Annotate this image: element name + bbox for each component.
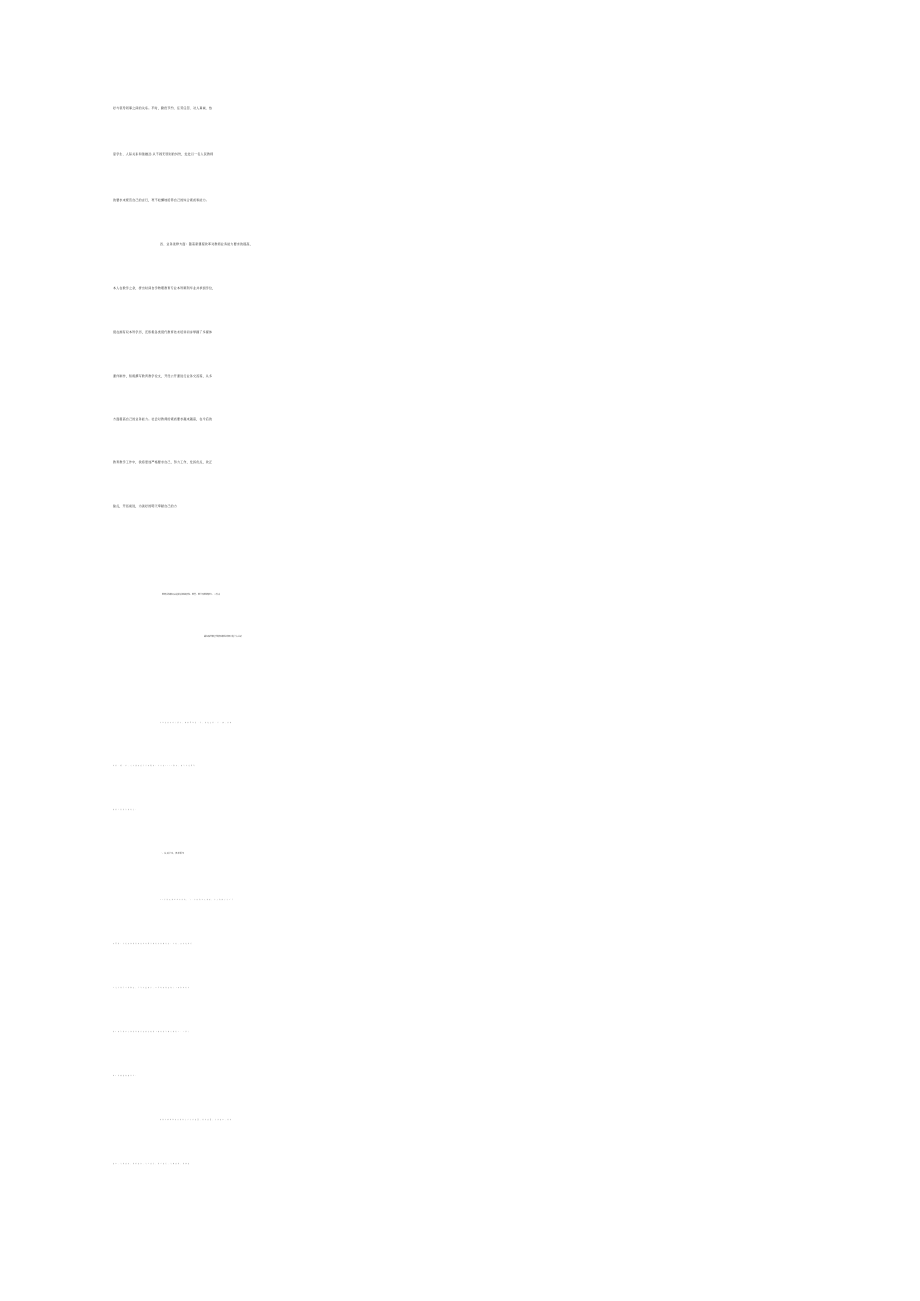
paragraph-line: 好与领导同事之间的关系。平时，勤俭节约、任劳任怨、对人真诚、热 bbox=[113, 106, 213, 110]
paragraph-line: 深知厚德载物以及欲得天下先治其国，欲治其国，先齐其家，欲齐 bbox=[160, 1120, 233, 1121]
paragraph-line: 方面提高自己的业务能力。社会对教师的素质要求越来越高，在今后的 bbox=[113, 417, 213, 421]
paragraph-line: 20年的从教经验告诉我，当一个好的幼儿教师，个人的德行是至关 bbox=[160, 900, 235, 901]
paragraph-line: 规》等精彩视频讲座。 bbox=[113, 1076, 138, 1077]
paragraph-line: 四、业务进修方面：随着新课程改革对教师业务能力要求的提高， bbox=[160, 242, 253, 246]
paragraph-line: 教育教学工作中，我将更加严格要求自己，努力工作，发扬优点，改正 bbox=[113, 460, 213, 464]
paragraph-line: 我的工作作自我鉴定。 bbox=[113, 810, 138, 811]
paragraph-line: 缺点，开拓前进，为美好的明天奉献自己的力 bbox=[113, 504, 178, 508]
paragraph-line: 本人在教学之余，挤出时间自学物理教育专业本科顺利毕业并拿到学位， bbox=[113, 286, 216, 290]
section-heading: 一、认真学习，修德养身 bbox=[160, 853, 185, 855]
paragraph-line: 其家，先修其身，欲修其身，先正其心，欲正其心，先致其知，欲致其 bbox=[113, 1164, 191, 1165]
paragraph-line: 止过自我学习的脚步，今年亦复如是，业余时间我看完了《和谐拯救危 bbox=[113, 988, 191, 989]
paragraph-line: 获的一棵一粒，无不渗透着辛苦和酸甜。为评比****职称，如今在这里对 bbox=[113, 766, 196, 767]
paragraph-line: 重要的。言传身教的作用比任何语言教育来得都直接。为此，从来没有停 bbox=[113, 944, 193, 945]
paragraph-line: 机》和台湾社会教育讲师蔡礼旭老师的《如何落实德行教育》、《弟子 bbox=[113, 1032, 191, 1033]
paragraph-line: 课件制作，积极撰写教育教学论文，开设公开课进行业务交流等，从多 bbox=[113, 374, 213, 378]
document-title-line-2: 绩和履行职责等情况职称评审申报个人总结 bbox=[204, 636, 243, 638]
paragraph-line: 现在拥有双本科学历，还积极各类现代教育技术培训初步掌握了多媒体 bbox=[113, 330, 213, 334]
document-title-line-1: 教师任现职以来的政治思想表现、教育、教学及教研能力、工作成 bbox=[162, 594, 221, 596]
paragraph-line: 的要求来规范自己的言行，毫不松懈地培养自己的综合素质和能力。 bbox=[113, 198, 210, 202]
paragraph-line: 爱学生、人际关系和谐融洽,从不闹无原则的纠纷，处处以一名人民教师 bbox=[113, 152, 214, 156]
paragraph-line: 不经意间又到了期末，细细回味这一年，那逝去的一点一滴，那收 bbox=[160, 723, 233, 724]
